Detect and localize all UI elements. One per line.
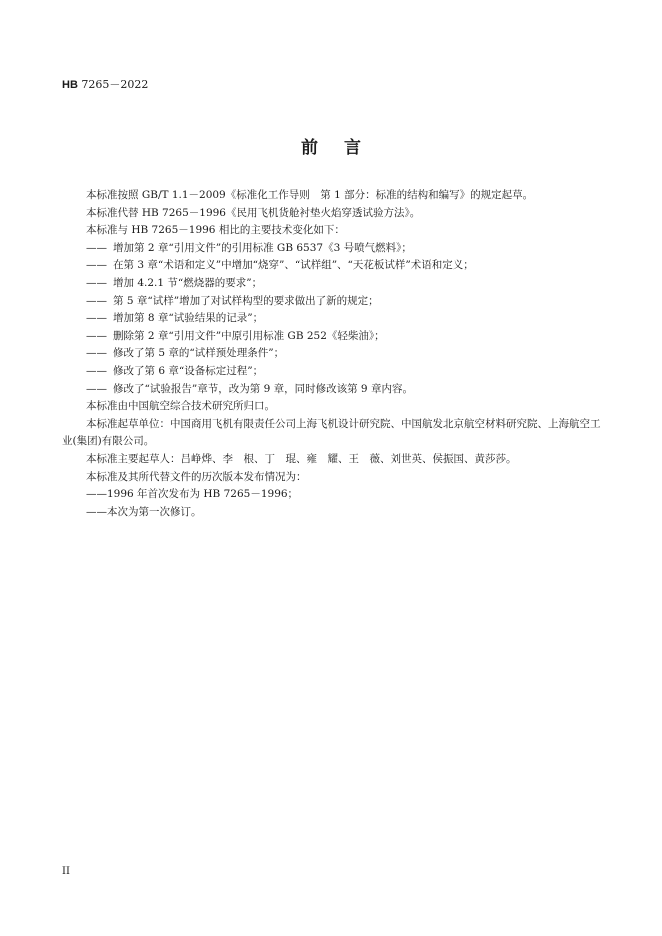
paragraph-drafting-rule: 本标准按照 GB/T 1.1－2009《标准化工作导则 第 1 部分：标准的结构和编写》的规定起草。	[86, 189, 534, 201]
list-dash: ——	[86, 259, 107, 272]
list-item: —— 修改了第 6 章“设备标定过程”；	[62, 363, 602, 381]
list-dash: ——	[86, 364, 107, 377]
paragraph-drafting-units: 本标准起草单位：中国商用飞机有限责任公司上海飞机设计研究院、中国航发北京航空材料研究院、上海航空工业(集团)有限公司。	[62, 417, 601, 448]
list-dash: ——	[86, 294, 107, 307]
list-item: —— 修改了“试验报告”章节，改为第 9 章，同时修改该第 9 章内容。	[62, 381, 602, 399]
standard-code: HB	[62, 79, 78, 91]
list-dash: ——	[86, 276, 107, 289]
preface-body	[62, 187, 602, 521]
list-item: —— 修改了第 5 章的“试样预处理条件”；	[62, 345, 602, 363]
list-item: —— 在第 3 章“术语和定义”中增加“烧穿”、“试样组”、“天花板试样”术语和定义；	[62, 257, 602, 275]
document-header	[62, 76, 148, 92]
list-item: —— 增加第 8 章“试验结果的记录”；	[62, 310, 602, 328]
list-item: ——1996 年首次发布为 HB 7265－1996；	[86, 488, 299, 501]
list-item: ——本次为第一次修订。	[86, 505, 202, 518]
paragraph-changes-intro: 本标准与 HB 7265－1996 相比的主要技术变化如下：	[86, 224, 345, 237]
list-item: —— 删除第 2 章“引用文件”中原引用标准 GB 252《轻柴油》；	[62, 328, 602, 346]
list-dash: ——	[86, 329, 107, 342]
paragraph-replaces: 本标准代替 HB 7265－1996《民用飞机货舱衬垫火焰穿透试验方法》。	[86, 206, 421, 219]
paragraph-responsible: 本标准由中国航空综合技术研究所归口。	[86, 400, 275, 413]
standard-number: 7265－2022	[77, 78, 149, 91]
list-dash: ——	[86, 312, 107, 325]
list-dash: ——	[86, 241, 107, 254]
list-dash: ——	[86, 382, 107, 395]
page-number: II	[62, 866, 70, 877]
list-item: —— 第 5 章“试样”增加了对试样构型的要求做出了新的规定；	[62, 293, 602, 311]
list-dash: ——	[86, 347, 107, 360]
paragraph-history-intro: 本标准及其所代替文件的历次版本发布情况为：	[86, 470, 307, 483]
paragraph-drafters: 本标准主要起草人：吕峥烨、李 根、丁 琨、雍 耀、王 薇、刘世英、侯振国、黄莎莎。	[86, 452, 517, 465]
list-item: —— 增加 4.2.1 节“燃烧器的要求”；	[62, 275, 602, 293]
list-item: —— 增加第 2 章“引用文件”的引用标准 GB 6537《3 号喷气燃料》；	[62, 240, 602, 258]
page-title: 前言	[301, 138, 387, 158]
